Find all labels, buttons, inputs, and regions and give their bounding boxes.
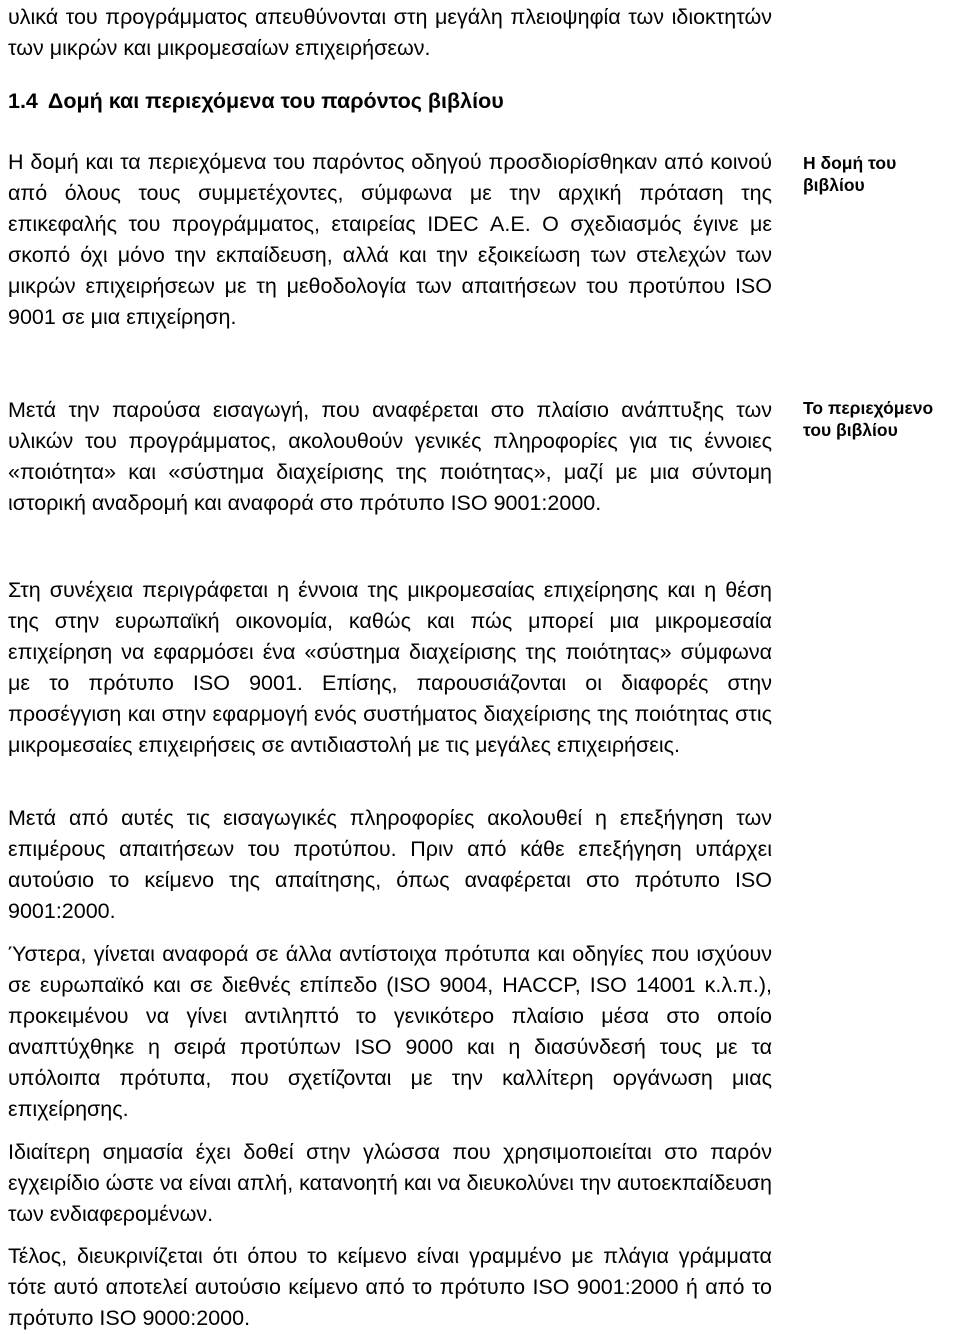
requirements-paragraph: Μετά από αυτές τις εισαγωγικές πληροφορίες ακολουθεί η επεξήγηση των επιμέρους απαιτήσεων του προτύπου. Πριν από κάθε επεξήγηση υπάρχει αυτούσιο το κείμενο της απαίτησης, όπως αναφέρεται στο πρότυπο ISO 9001:2000. (8, 806, 772, 923)
margin-note-structure: Η δομή του βιβλίου (803, 153, 897, 195)
italics-note-paragraph: Τέλος, διευκρινίζεται ότι όπου το κείμενο είναι γραμμένο με πλάγια γράμματα τότε αυτό αποτελεί αυτούσιο κείμενο από το πρότυπο ISO 9001:2000 ή από το πρότυπο ISO 9000:2000. (8, 1244, 772, 1330)
language-paragraph: Ιδιαίτερη σημασία έχει δοθεί στην γλώσσα που χρησιμοποιείται στο παρόν εγχειρίδιο ώστε να είναι απλή, κατανοητή και να διευκολύνει την αυτοεκπαίδευση των ενδιαφερομένων. (8, 1140, 772, 1226)
other-standards-paragraph: Ύστερα, γίνεται αναφορά σε άλλα αντίστοιχα πρότυπα και οδηγίες που ισχύουν σε ευρωπαϊκό και σε διεθνές επίπεδο (ISO 9004, HACCP, ISO 14001 κ.λ.π.), προκειμένου να γίνει αντιληπτό το γενικότερο πλαίσιο μέσα στο οποίο αναπτύχθηκε η σειρά προτύπων ISO 9000 και η διασύνδεσή τους με τα υπόλοιπα πρότυπα, που σχετίζονται με την καλλίτερη οργάνωση μιας επιχείρησης. (8, 942, 772, 1121)
intro-continuation-paragraph: υλικά του προγράμματος απευθύνονται στη μεγάλη πλειοψηφία των ιδιοκτητών των μικρών και μικρομεσαίων επιχειρήσεων. (8, 5, 772, 60)
sme-paragraph: Στη συνέχεια περιγράφεται η έννοια της μικρομεσαίας επιχείρησης και η θέση της στην ευρωπαϊκή οικονομία, καθώς και πώς μπορεί μια μικρομεσαία επιχείρηση να εφαρμόσει ένα «σύστημα διαχείρισης της ποιότητας» σύμφωνα με το πρότυπο ISO 9001. Επίσης, παρουσιάζονται οι διαφορές στην προσέγγιση και στην εφαρμογή ενός συστήματος διαχείρισης της ποιότητας στις μικρομεσαίες επιχειρήσεις σε αντιδιαστολή με τις μεγάλες επιχειρήσεις. (8, 578, 772, 757)
contents-paragraph: Μετά την παρούσα εισαγωγή, που αναφέρεται στο πλαίσιο ανάπτυξης των υλικών του προγράμματος, ακολουθούν γενικές πληροφορίες για τις έννοιες «ποιότητα» και «σύστημα διαχείρισης της ποιότητας», μαζί με μια σύντομη ιστορική αναδρομή και αναφορά στο πρότυπο ISO 9001:2000. (8, 398, 772, 515)
section-heading (8, 86, 772, 117)
structure-paragraph: Η δομή και τα περιεχόμενα του παρόντος οδηγού προσδιορίσθηκαν από κοινού από όλους τους συμμετέχοντες, σύμφωνα με την αρχική πρόταση της επικεφαλής του προγράμματος, εταιρείας IDEC Α.Ε. Ο σχεδιασμός έγινε με σκοπό όχι μόνο την εκπαίδευση, αλλά και την εξοικείωση των στελεχών των μικρών επιχειρήσεων με τη μεθοδολογία των απαιτήσεων του προτύπου ISO 9001 σε μια επιχείρηση. (8, 150, 772, 329)
section-number: 1.4 (8, 89, 38, 113)
section-title: Δομή και περιεχόμενα του παρόντος βιβλίου (47, 89, 504, 113)
margin-note-contents: Το περιεχόμενο του βιβλίου (803, 398, 934, 440)
